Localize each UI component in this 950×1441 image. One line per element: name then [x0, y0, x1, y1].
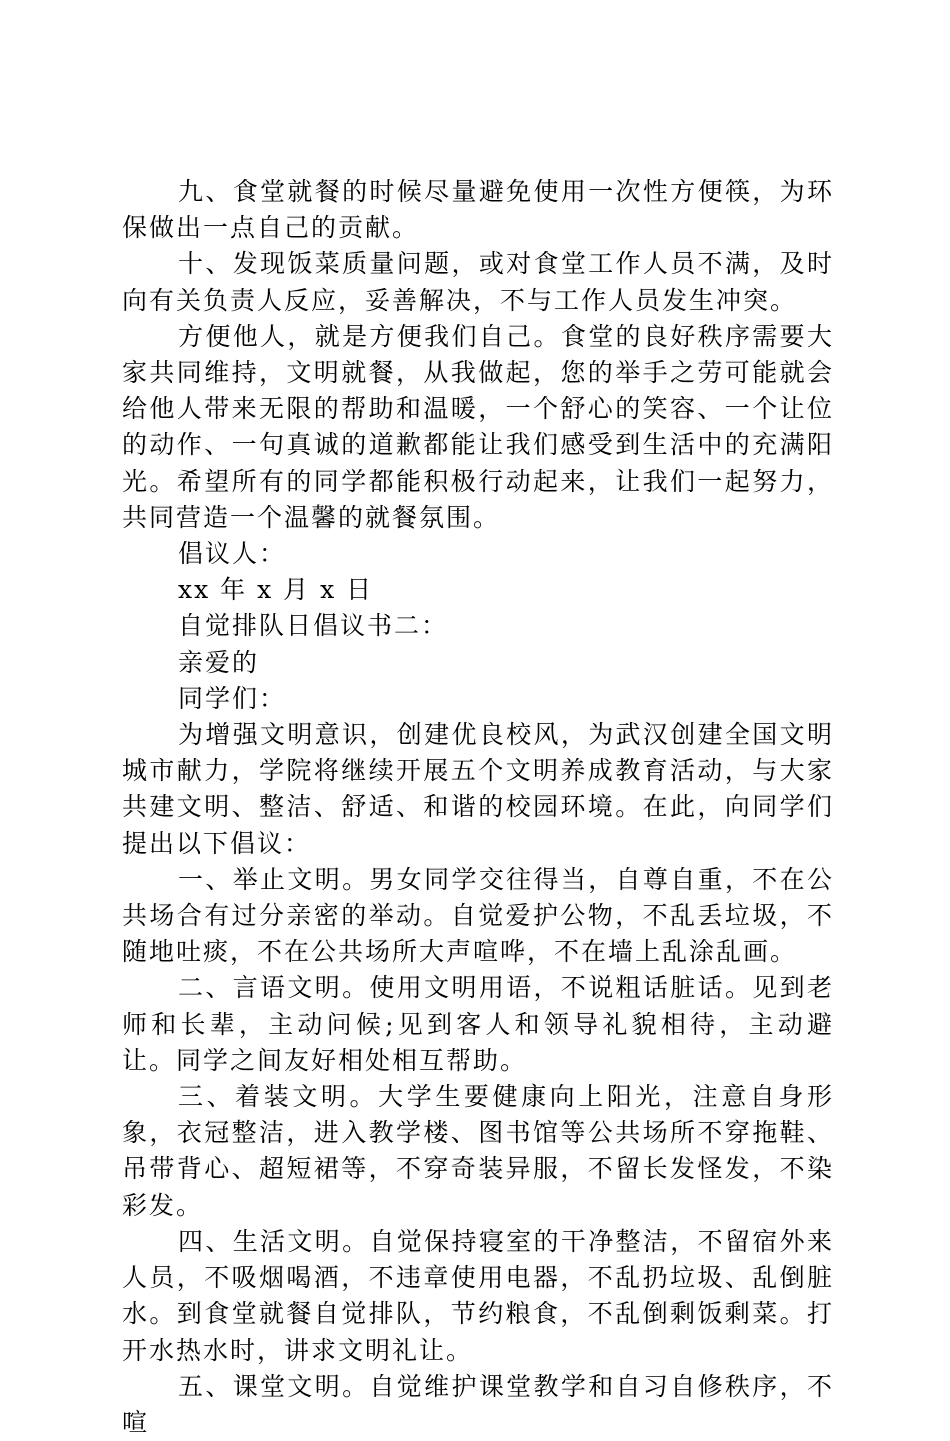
paragraph-item-nine: 九、食堂就餐的时候尽量避免使用一次性方便筷，为环保做出一点自己的贡献。 — [122, 177, 834, 243]
paragraph-item-four: 四、生活文明。自觉保持寝室的干净整洁，不留宿外来人员，不吸烟喝酒，不违章使用电器，不乱扔垃圾、乱倒脏水。到食堂就餐自觉排队，节约粮食，不乱倒剩饭剩菜。打开水热水时，讲求文明礼让。 — [122, 1226, 834, 1365]
document-body — [122, 174, 834, 1441]
salutation-line-2: 同学们： — [178, 683, 287, 713]
date-line: xx 年 x 月 x 日 — [178, 575, 374, 605]
paragraph-closing: 方便他人，就是方便我们自己。食堂的良好秩序需要大家共同维持，文明就餐，从我做起，您的举手之劳可能就会给他人带来无限的帮助和温暖，一个舒心的笑容、一个让位的动作、一句真诚的道歉都能让我们感受到生活中的充满阳光。希望所有的同学都能积极行动起来，让我们一起努力，共同营造一个温馨的就餐氛围。 — [122, 321, 834, 532]
salutation-line-1: 亲爱的 — [178, 647, 260, 677]
signature-label: 倡议人： — [178, 539, 287, 569]
paragraph-item-two: 二、言语文明。使用文明用语，不说粗话脏话。见到老师和长辈，主动问候;见到客人和领导礼貌相待，主动避让。同学之间友好相处相互帮助。 — [122, 973, 834, 1075]
paragraph-item-three: 三、着装文明。大学生要健康向上阳光，注意自身形象，衣冠整洁，进入教学楼、图书馆等公共场所不穿拖鞋、吊带背心、超短裙等，不穿奇装异服，不留长发怪发，不染彩发。 — [122, 1082, 834, 1220]
paragraph-item-five: 五、课堂文明。自觉维护课堂教学和自习自修秩序，不喧 — [122, 1371, 834, 1437]
paragraph-intro: 为增强文明意识，创建优良校风，为武汉创建全国文明城市献力，学院将继续开展五个文明养成教育活动，与大家共建文明、整洁、舒适、和谐的校园环境。在此，向同学们提出以下倡议： — [122, 720, 834, 858]
section-title: 自觉排队日倡议书二： — [178, 611, 449, 641]
paragraph-item-one: 一、举止文明。男女同学交往得当，自尊自重，不在公共场合有过分亲密的举动。自觉爱护公物，不乱丢垃圾，不随地吐痰，不在公共场所大声喧哗，不在墙上乱涂乱画。 — [122, 864, 834, 967]
paragraph-item-ten: 十、发现饭菜质量问题，或对食堂工作人员不满，及时向有关负责人反应，妥善解决，不与工作人员发生冲突。 — [122, 249, 834, 315]
